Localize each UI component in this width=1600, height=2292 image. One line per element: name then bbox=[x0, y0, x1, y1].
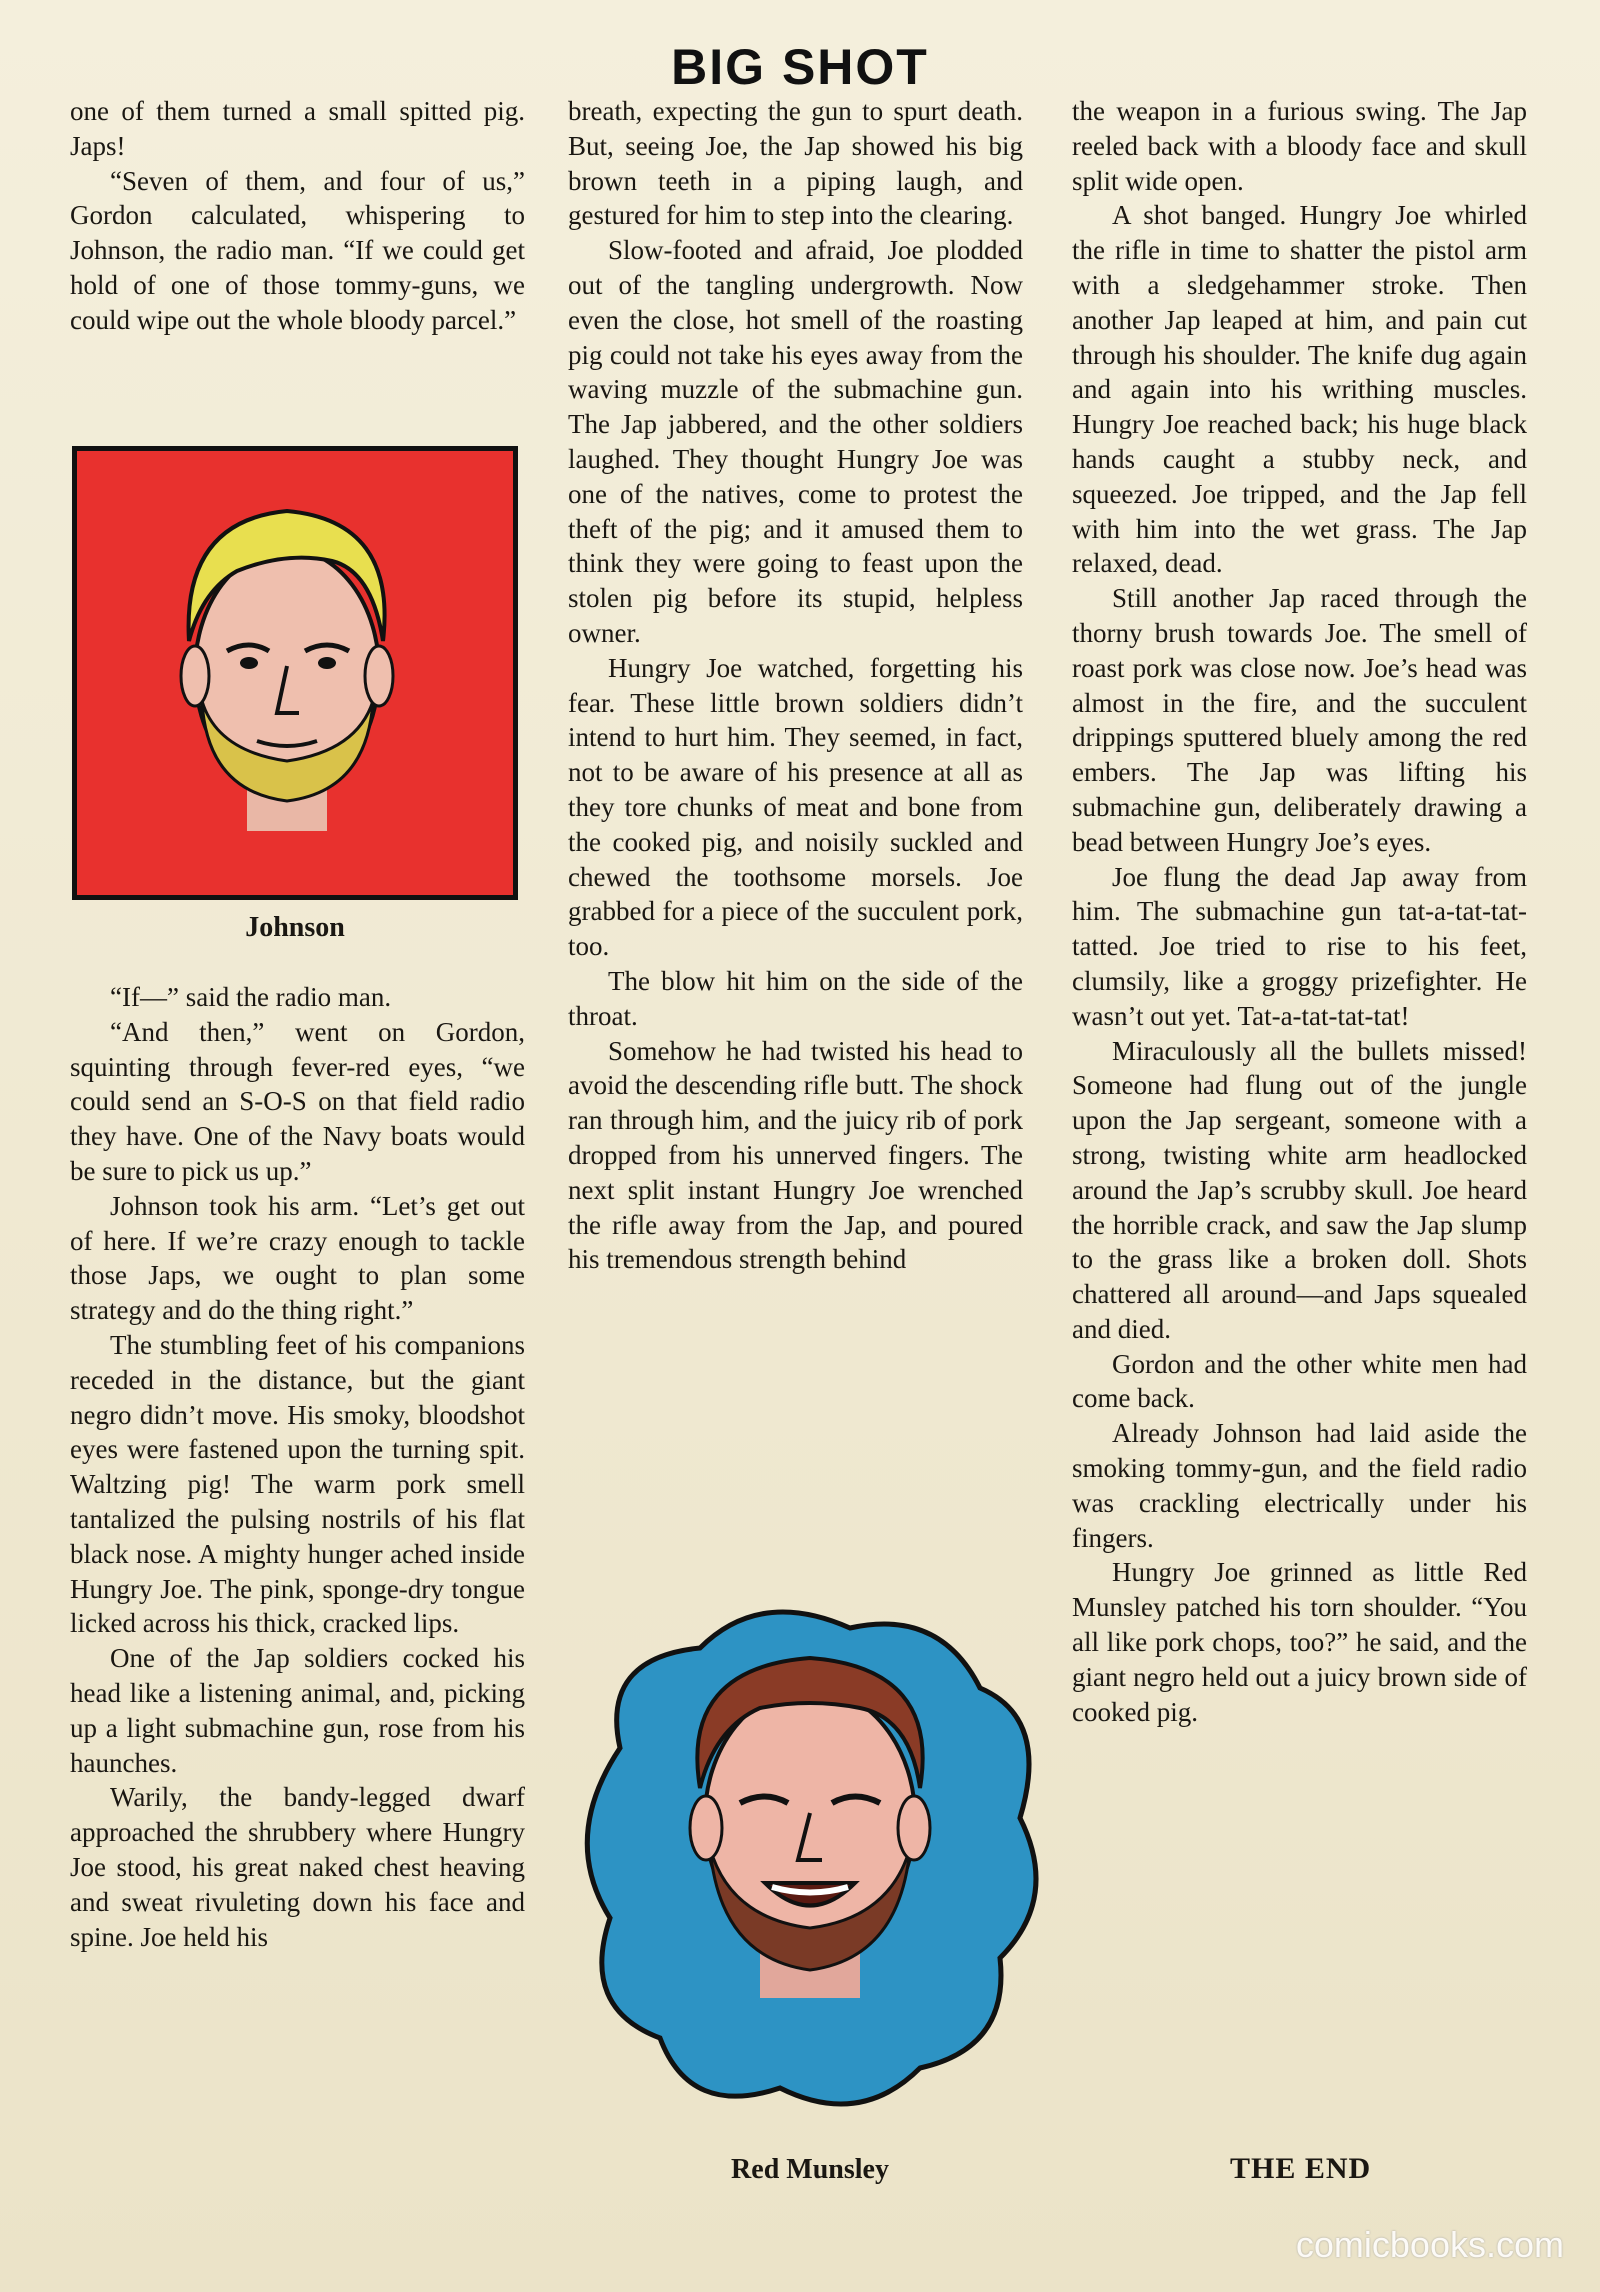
paragraph: Miraculously all the bullets missed! Someone had flung out of the jungle upon the Jap sergeant, someone with a strong, twisting white arm headlocked around the Jap’s scrubby skull. Joe heard the horrible crack, and saw the Jap slump to the grass like a broken doll. Shots chattered all around—and Japs squealed and died. bbox=[1072, 1035, 1527, 1344]
paragraph: One of the Jap soldiers cocked his head like a listening animal, and, picking up a light submachine gun, rose from his haunches. bbox=[70, 1643, 525, 1778]
paragraph: Warily, the bandy-legged dwarf approached the shrubbery where Hungry Joe stood, his great naked chest heaving and sweat rivuleting down his face and spine. Joe held his bbox=[70, 1782, 525, 1952]
johnson-portrait bbox=[72, 446, 518, 900]
paragraph: “If—” said the radio man. bbox=[110, 982, 392, 1012]
paragraph: Hungry Joe grinned as little Red Munsley patched his torn shoulder. “You all like pork chops, too?” he said, and the giant negro held out a juicy brown side of cooked pig. bbox=[1072, 1557, 1527, 1727]
paragraph: The stumbling feet of his companions receded in the distance, but the giant negro didn’t move. His smoky, bloodshot eyes were fastened upon the turning spit. Waltzing pig! The warm pork smell tantalized the pulsing nostrils of his flat black nose. A mighty hunger ached inside Hungry Joe. The pink, sponge-dry tongue licked across his thick, cracked lips. bbox=[70, 1329, 525, 1639]
paragraph: Hungry Joe watched, forgetting his fear. These little brown soldiers didn’t intend to hurt him. They seemed, in fact, not to be aware of his presence at all as they tore chunks of meat and bone from the cooked pig, and noisily suckled and chewed the toothsome morsels. Joe grabbed for a piece of the succulent pork, too. bbox=[568, 652, 1023, 962]
red-munsley-caption: Red Munsley bbox=[731, 2154, 889, 2185]
johnson-face-drawing bbox=[77, 451, 513, 895]
site-watermark: comicbooks.com bbox=[1295, 2224, 1564, 2265]
paragraph: Slow-footed and afraid, Joe plodded out of the tangling undergrowth. Now even the close, hot smell of the roasting pig could not take his eyes away from the waving muzzle of the submachine gun. The Jap jabbered, and the other soldiers laughed. They thought Hungry Joe was one of the natives, come to protest the theft of the pig; and it amused them to think they were going to feast upon the stolen pig before its stupid, helpless owner. bbox=[568, 235, 1023, 648]
page-title: BIG SHOT bbox=[671, 39, 929, 95]
paragraph: Already Johnson had laid aside the smoking tommy-gun, and the field radio was crackling electrically under his fingers. bbox=[1072, 1418, 1527, 1553]
johnson-caption: Johnson bbox=[245, 912, 345, 943]
paragraph: breath, expecting the gun to spurt death. But, seeing Joe, the Jap showed his big brown teeth in a piping laugh, and gestured for him to step into the clearing. bbox=[568, 96, 1023, 231]
text-column-1 bbox=[70, 94, 525, 338]
red-munsley-portrait bbox=[560, 1598, 1060, 2128]
paragraph: Gordon and the other white men had come back. bbox=[1072, 1348, 1527, 1414]
paragraph: “And then,” went on Gordon, squinting through fever-red eyes, “we could send an S-O-S on that field radio they have. One of the Navy boats would be sure to pick us up.” bbox=[70, 1016, 525, 1186]
paragraph: “Seven of them, and four of us,” Gordon calculated, whispering to Johnson, the radio man. “If we could get hold of one of those tommy-guns, we could wipe out the whole bloody parcel.” bbox=[70, 165, 525, 335]
text-column-3 bbox=[1072, 94, 1527, 1729]
paragraph: Still another Jap raced through the thorny brush towards Joe. The smell of roast pork was close now. Joe’s head was almost in the fire, and the succulent drippings sputtered bluely among the red embers. The Jap was lifting his submachine gun, deliberately drawing a bead between Hungry Joe’s eyes. bbox=[1072, 583, 1527, 857]
red-munsley-face-drawing bbox=[560, 1598, 1060, 2128]
paragraph: Joe flung the dead Jap away from him. The submachine gun tat-a-tat-tat-tatted. Joe tried to rise to his feet, clumsily, like a groggy prizefighter. He wasn’t out yet. Tat-a-tat-tat-tat! bbox=[1072, 861, 1527, 1031]
paragraph: The blow hit him on the side of the throat. bbox=[568, 965, 1023, 1031]
text-column-1-continued bbox=[70, 980, 525, 1954]
paragraph: one of them turned a small spitted pig. Japs! bbox=[70, 96, 525, 161]
the-end-text: THE END bbox=[1230, 2152, 1372, 2185]
paragraph: Somehow he had twisted his head to avoid the descending rifle butt. The shock ran through him, and the juicy rib of pork dropped from his unnerved fingers. The next split instant Hungry Joe wrenched the rifle away from the Jap, and poured his tremendous strength behind bbox=[568, 1035, 1023, 1275]
text-column-2 bbox=[568, 94, 1023, 1277]
paragraph: Johnson took his arm. “Let’s get out of here. If we’re crazy enough to tackle those Japs, we ought to plan some strategy and do the thing right.” bbox=[70, 1190, 525, 1326]
paragraph: A shot banged. Hungry Joe whirled the rifle in time to shatter the pistol arm with a sledgehammer stroke. Then another Jap leaped at him, and pain cut through his shoulder. The knife dug again and again into his writhing muscles. Hungry Joe reached back; his huge black hands caught a stubby neck, and squeezed. Joe tripped, and the Jap fell with him into the wet grass. The Jap relaxed, dead. bbox=[1072, 200, 1527, 579]
paragraph: the weapon in a furious swing. The Jap reeled back with a bloody face and skull split wide open. bbox=[1072, 96, 1527, 196]
